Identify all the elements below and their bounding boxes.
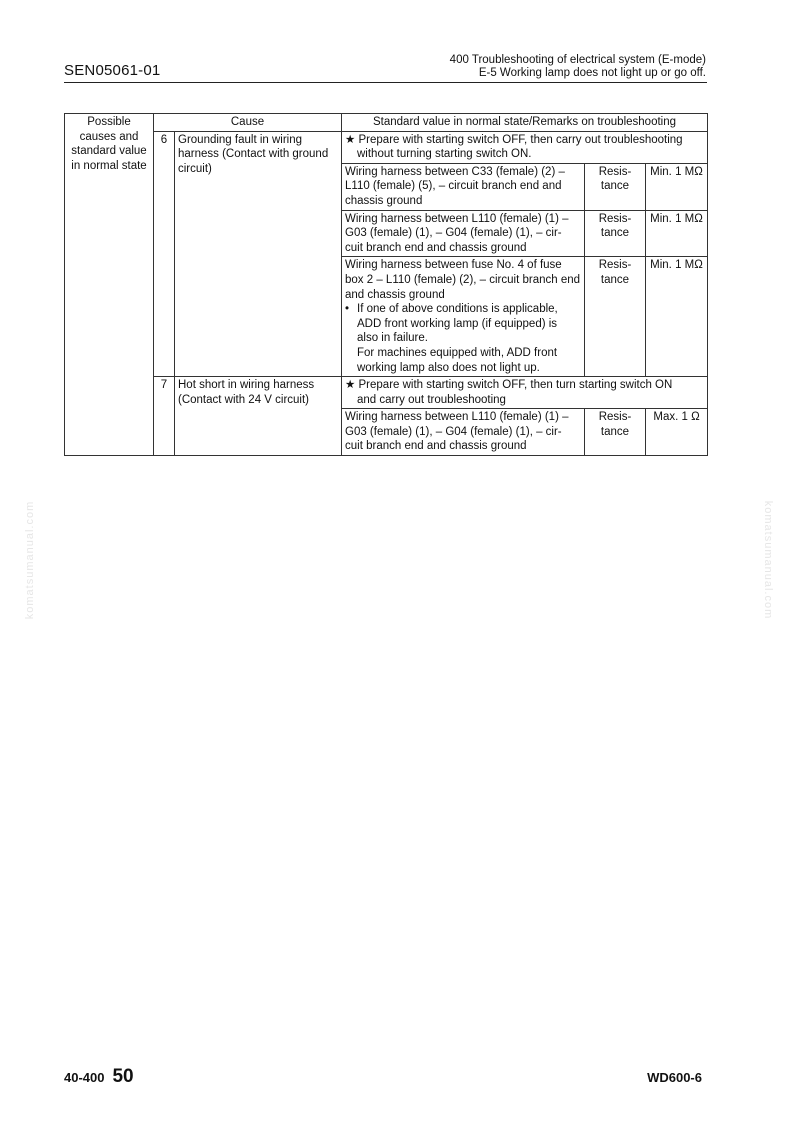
standard-value: Min. 1 MΩ [646,257,708,377]
measurement-type: Resis- tance [585,409,646,456]
section-title [450,54,706,80]
check-description: Wiring harness between C33 (female) (2) – L110 (female) (5), – circuit branch end and chassis ground [342,163,585,210]
bullet-text [357,302,581,375]
header-rule [64,82,707,83]
remark-bullet [345,302,581,375]
standard-value: Min. 1 MΩ [646,163,708,210]
section-title-line2: E-5 Working lamp does not light up or go off. [478,67,706,79]
cause-text: Hot short in wiring harness (Contact with 24 V circuit) [175,377,342,456]
check-description: Wiring harness between L110 (female) (1) – G03 (female) (1), – G04 (female) (1), – cir- cuit branch end and chassis ground [342,409,585,456]
preparation-note [342,377,708,409]
header-cause: Cause [154,114,342,132]
document-code: SEN05061-01 [64,62,161,79]
measurement-type: Resis- tance [585,210,646,257]
side-label: Possible causes and standard value in normal state [65,114,154,456]
section-title-line1: 400 Troubleshooting of electrical system (E-mode) [449,54,706,66]
watermark-right: komatsumanual.com [762,500,774,620]
bullet-text-line2: For machines equipped with, ADD front working lamp also does not light up. [357,346,558,374]
note-line-cont: without turning starting switch ON. [357,148,532,161]
table-row [65,377,708,409]
preparation-note [342,131,708,163]
troubleshooting-table [64,113,708,456]
note-line: ★ Prepare with starting switch OFF, then turn starting switch ON [345,379,673,392]
page-number-big: 50 [112,1066,134,1087]
table-row [65,131,708,163]
measurement-type: Resis- tance [585,257,646,377]
standard-value: Max. 1 Ω [646,409,708,456]
header-remarks: Standard value in normal state/Remarks on troubleshooting [342,114,708,132]
note-line-cont: and carry out troubleshooting [357,393,506,406]
page-number [64,1066,134,1088]
note-line: ★ Prepare with starting switch OFF, then carry out troubleshooting [345,133,683,146]
standard-value: Min. 1 MΩ [646,210,708,257]
cause-number: 6 [154,131,175,377]
page-prefix: 40-400 [64,1070,105,1085]
measurement-type: Resis- tance [585,163,646,210]
check-description-text: Wiring harness between fuse No. 4 of fuse box 2 – L110 (female) (2), – circuit branch end and chassis ground [345,259,581,301]
bullet-text-line1: If one of above conditions is applicable, ADD front working lamp (if equipped) is also in failure. [357,303,558,345]
cause-text: Grounding fault in wiring harness (Contact with ground circuit) [175,131,342,377]
model-name: WD600-6 [647,1070,702,1085]
check-description [342,257,585,377]
cause-number: 7 [154,377,175,456]
check-description: Wiring harness between L110 (female) (1) – G03 (female) (1), – G04 (female) (1), – cir- cuit branch end and chassis ground [342,210,585,257]
watermark-left: komatsumanual.com [24,500,36,620]
bullet-mark: • [345,303,350,316]
table-header-row [65,114,708,132]
